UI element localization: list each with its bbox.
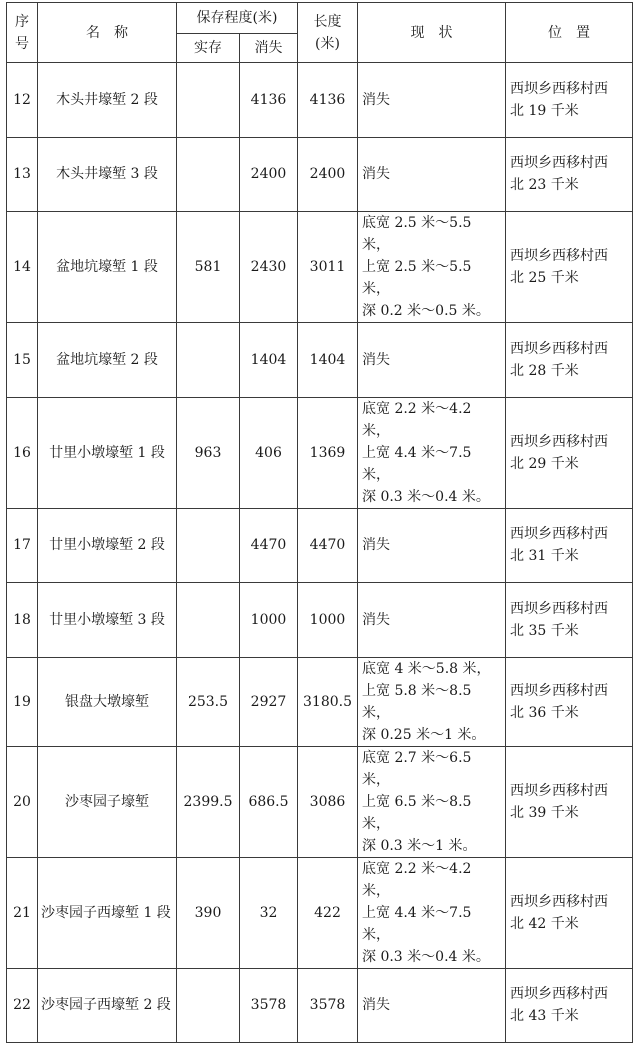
- cell-lost: 406: [240, 397, 298, 508]
- table-row: [7, 63, 633, 138]
- location-line: 北 23 千米: [510, 177, 579, 194]
- status-line: 上宽 6.5 米～8.5 米，: [362, 793, 472, 832]
- cell-length: 3086: [298, 746, 358, 857]
- location-line: 西坝乡西移村西: [510, 433, 608, 450]
- location-line: 西坝乡西移村西: [510, 80, 608, 97]
- cell-status: [358, 323, 506, 398]
- cell-status: [358, 857, 506, 968]
- location-line: 西坝乡西移村西: [510, 782, 608, 799]
- cell-seq: 13: [7, 137, 38, 212]
- cell-length: 3011: [298, 212, 358, 323]
- status-line: 底宽 2.5 米～5.5 米，: [362, 215, 472, 253]
- status-line: 深 0.2 米～0.5 米。: [362, 303, 490, 319]
- cell-status: [358, 212, 506, 323]
- cell-name: 廿里小墩壕堑 2 段: [38, 508, 177, 583]
- cell-existing: [177, 968, 240, 1043]
- cell-lost: 3578: [240, 968, 298, 1043]
- location-line: 北 39 千米: [510, 804, 579, 821]
- cell-location: [506, 323, 633, 398]
- header-preservation: 保存程度(米): [177, 3, 298, 34]
- cell-name: 银盘大墩壕堑: [38, 657, 177, 746]
- cell-seq: 17: [7, 508, 38, 583]
- status-line: 上宽 4.4 米～7.5 米，: [362, 904, 472, 943]
- cell-length: 3578: [298, 968, 358, 1043]
- status-line: 上宽 5.8 米～8.5 米，: [362, 682, 472, 721]
- cell-lost: 32: [240, 857, 298, 968]
- status-line: 消失: [362, 997, 390, 1014]
- cell-seq: 21: [7, 857, 38, 968]
- cell-existing: 2399.5: [177, 746, 240, 857]
- cell-location: [506, 397, 633, 508]
- cell-seq: 20: [7, 746, 38, 857]
- cell-lost: 686.5: [240, 746, 298, 857]
- location-line: 北 28 千米: [510, 362, 579, 379]
- location-line: 西坝乡西移村西: [510, 155, 608, 172]
- cell-lost: 4136: [240, 63, 298, 138]
- location-line: 北 43 千米: [510, 1008, 579, 1025]
- table-row: [7, 212, 633, 323]
- table-row: [7, 746, 633, 857]
- table-row: [7, 968, 633, 1043]
- cell-existing: 253.5: [177, 657, 240, 746]
- cell-location: [506, 137, 633, 212]
- cell-existing: [177, 63, 240, 138]
- cell-lost: 1404: [240, 323, 298, 398]
- cell-length: 1000: [298, 583, 358, 658]
- location-line: 北 19 千米: [510, 102, 579, 119]
- cell-status: [358, 63, 506, 138]
- cell-name: 廿里小墩壕堑 1 段: [38, 397, 177, 508]
- cell-status: [358, 746, 506, 857]
- location-line: 西坝乡西移村西: [510, 893, 608, 910]
- cell-location: [506, 212, 633, 323]
- table-row: [7, 137, 633, 212]
- cell-location: [506, 583, 633, 658]
- header-name: 名 称: [38, 3, 177, 63]
- cell-name: 沙枣园子西壕堑 1 段: [38, 857, 177, 968]
- header-length: 长度 (米): [298, 3, 358, 63]
- cell-seq: 18: [7, 583, 38, 658]
- cell-seq: 16: [7, 397, 38, 508]
- cell-lost: 1000: [240, 583, 298, 658]
- cell-lost: 2927: [240, 657, 298, 746]
- status-line: 上宽 4.4 米～7.5 米，: [362, 444, 472, 483]
- status-line: 深 0.3 米～0.4 米。: [362, 488, 490, 505]
- header-lost: 消失: [240, 34, 298, 63]
- location-line: 北 36 千米: [510, 704, 579, 721]
- status-line: 深 0.3 米～1 米。: [362, 837, 477, 854]
- cell-existing: 963: [177, 397, 240, 508]
- location-line: 北 42 千米: [510, 915, 579, 932]
- cell-name: 木头井壕堑 2 段: [38, 63, 177, 138]
- cell-lost: 2430: [240, 212, 298, 323]
- cell-existing: 390: [177, 857, 240, 968]
- cell-location: [506, 968, 633, 1043]
- location-line: 西坝乡西移村西: [510, 248, 608, 264]
- cell-name: 盆地坑壕堑 1 段: [38, 212, 177, 323]
- status-line: 消失: [362, 537, 390, 554]
- cell-name: 廿里小墩壕堑 3 段: [38, 583, 177, 658]
- table-row: [7, 323, 633, 398]
- status-line: 消失: [362, 166, 390, 183]
- cell-status: [358, 397, 506, 508]
- cell-status: [358, 137, 506, 212]
- cell-length: 4470: [298, 508, 358, 583]
- cell-lost: 4470: [240, 508, 298, 583]
- cell-seq: 14: [7, 212, 38, 323]
- cell-name: 木头井壕堑 3 段: [38, 137, 177, 212]
- table-row: [7, 508, 633, 583]
- location-line: 西坝乡西移村西: [510, 682, 608, 699]
- cell-status: [358, 508, 506, 583]
- header-status: 现 状: [358, 3, 506, 63]
- location-line: 北 31 千米: [510, 548, 579, 565]
- header-seq: 序 号: [7, 3, 38, 63]
- cell-status: [358, 968, 506, 1043]
- cell-existing: [177, 583, 240, 658]
- cell-name: 沙枣园子西壕堑 2 段: [38, 968, 177, 1043]
- location-line: 西坝乡西移村西: [510, 526, 608, 543]
- cell-length: 422: [298, 857, 358, 968]
- cell-length: 4136: [298, 63, 358, 138]
- location-line: 西坝乡西移村西: [510, 986, 608, 1003]
- status-line: 深 0.3 米～0.4 米。: [362, 948, 490, 965]
- cell-location: [506, 857, 633, 968]
- cell-existing: [177, 323, 240, 398]
- cell-lost: 2400: [240, 137, 298, 212]
- cell-seq: 15: [7, 323, 38, 398]
- status-line: 底宽 2.2 米～4.2 米，: [362, 400, 472, 439]
- cell-location: [506, 746, 633, 857]
- location-line: 北 35 千米: [510, 622, 579, 639]
- table-row: [7, 397, 633, 508]
- cell-existing: [177, 508, 240, 583]
- status-line: 上宽 2.5 米～5.5 米，: [362, 259, 472, 297]
- cell-location: [506, 63, 633, 138]
- cell-length: 2400: [298, 137, 358, 212]
- cell-seq: 19: [7, 657, 38, 746]
- status-line: 消失: [362, 91, 390, 108]
- table-body: [7, 63, 633, 1043]
- table-row: [7, 583, 633, 658]
- great-wall-trench-table: [6, 2, 633, 1043]
- location-line: 北 29 千米: [510, 455, 579, 472]
- cell-existing: 581: [177, 212, 240, 323]
- location-line: 北 25 千米: [510, 270, 579, 286]
- table-row: [7, 657, 633, 746]
- status-line: 深 0.25 米～1 米。: [362, 726, 486, 743]
- cell-name: 盆地坑壕堑 2 段: [38, 323, 177, 398]
- table-row: [7, 857, 633, 968]
- location-line: 西坝乡西移村西: [510, 340, 608, 357]
- status-line: 消失: [362, 351, 390, 368]
- cell-length: 1404: [298, 323, 358, 398]
- cell-existing: [177, 137, 240, 212]
- cell-location: [506, 657, 633, 746]
- header-location: 位 置: [506, 3, 633, 63]
- location-line: 西坝乡西移村西: [510, 600, 608, 617]
- cell-length: 3180.5: [298, 657, 358, 746]
- cell-seq: 22: [7, 968, 38, 1043]
- cell-name: 沙枣园子壕堑: [38, 746, 177, 857]
- status-line: 底宽 4 米～5.8 米，: [362, 660, 491, 677]
- header-existing: 实存: [177, 34, 240, 63]
- status-line: 底宽 2.2 米～4.2 米，: [362, 860, 472, 899]
- cell-length: 1369: [298, 397, 358, 508]
- status-line: 底宽 2.7 米～6.5 米，: [362, 749, 472, 788]
- document-page: [6, 2, 632, 1043]
- cell-location: [506, 508, 633, 583]
- cell-status: [358, 657, 506, 746]
- cell-seq: 12: [7, 63, 38, 138]
- status-line: 消失: [362, 611, 390, 628]
- table-header: [7, 3, 633, 63]
- cell-status: [358, 583, 506, 658]
